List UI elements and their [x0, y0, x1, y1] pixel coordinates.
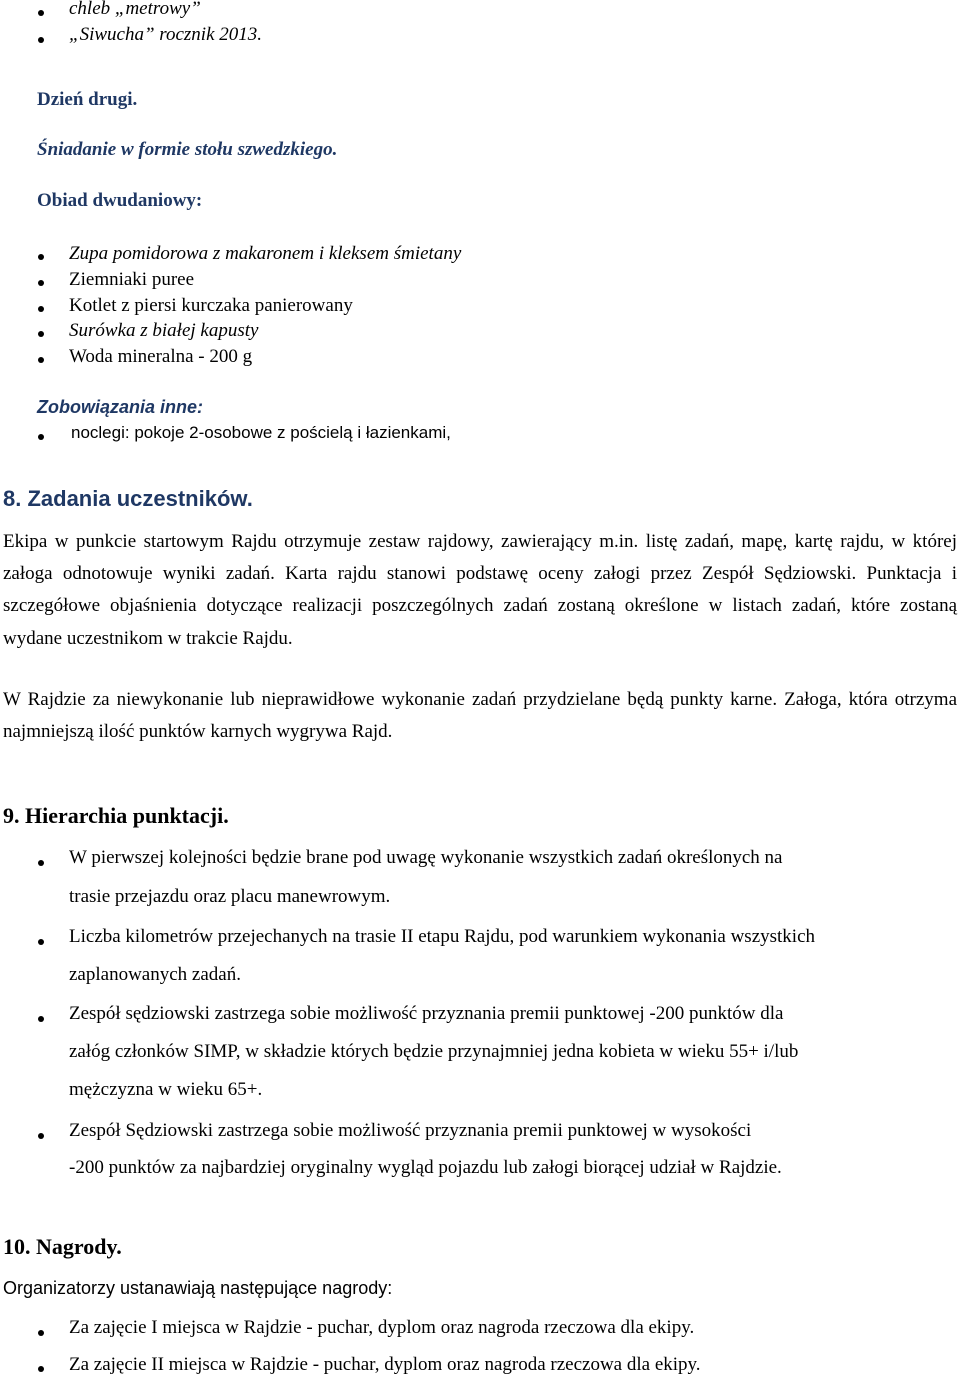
- list-item: Ziemniaki puree: [69, 269, 195, 290]
- list-item: trasie przejazdu oraz placu manewrowym.: [69, 886, 391, 907]
- bullet-icon: [38, 254, 44, 260]
- list-item: W pierwszej kolejności będzie brane pod uwagę wykonanie wszystkich zadań określonych na: [69, 847, 783, 868]
- list-item: zaplanowanych zadań.: [69, 964, 241, 985]
- section-8-paragraph-1: Ekipa w punkcie startowym Rajdu otrzymuje zestaw rajdowy, zawierający m.in. listę zadań, mapę, kartę rajdu, w której załoga odnotowuje wyniki zadań. Karta rajdu stanowi podstawę oceny załogi przez Zespół Sędziowski. Punktacja i szczegółowe objaśnienia dotyczące realizacji poszczególnych zadań zostaną określone w listach zadań, które zostaną wydane uczestnikom w trakcie Rajdu.: [3, 531, 957, 649]
- list-item: załóg członków SIMP, w składzie których będzie przynajmniej jedna kobieta w wieku 55+ i/lub: [69, 1041, 799, 1062]
- list-item: Surówka z białej kapusty: [69, 320, 259, 341]
- list-item: Zespół sędziowski zastrzega sobie możliwość przyznania premii punktowej -200 punktów dla: [69, 1003, 784, 1024]
- bullet-icon: [38, 1016, 44, 1022]
- list-item: „Siwucha” rocznik 2013.: [69, 24, 262, 45]
- bullet-icon: [38, 1133, 44, 1139]
- list-item: Zupa pomidorowa z makaronem i kleksem śmietany: [69, 243, 462, 264]
- list-item: chleb „metrowy”: [69, 0, 201, 19]
- list-item: Za zajęcie I miejsca w Rajdzie - puchar, dyplom oraz nagroda rzeczowa dla ekipy.: [69, 1317, 695, 1338]
- list-item: Kotlet z piersi kurczaka panierowany: [69, 295, 353, 316]
- section-8-heading: 8. Zadania uczestników.: [3, 486, 253, 511]
- bullet-icon: [38, 434, 44, 440]
- bullet-icon: [38, 10, 44, 16]
- list-item: mężczyzna w wieku 65+.: [69, 1079, 263, 1100]
- bullet-icon: [38, 860, 44, 866]
- bullet-icon: [38, 939, 44, 945]
- obligations-heading: Zobowiązania inne:: [37, 397, 204, 417]
- list-item: Liczba kilometrów przejechanych na trasie II etapu Rajdu, pod warunkiem wykonania wszystkich: [69, 926, 816, 947]
- list-item: -200 punktów za najbardziej oryginalny wygląd pojazdu lub załogi biorącej udział w Rajdzie.: [69, 1157, 782, 1178]
- bullet-icon: [38, 331, 44, 337]
- section-9-heading: 9. Hierarchia punktacji.: [3, 803, 229, 828]
- section-8-paragraph-2: W Rajdzie za niewykonanie lub nieprawidłowe wykonanie zadań przydzielane będą punkty karne. Załoga, która otrzyma najmniejszą ilość punktów karnych wygrywa Rajd.: [3, 689, 957, 743]
- bullet-icon: [38, 1330, 44, 1336]
- bullet-icon: [38, 37, 44, 43]
- obligation-item: noclegi: pokoje 2-osobowe z pościelą i łazienkami,: [71, 423, 451, 442]
- list-item: Za zajęcie II miejsca w Rajdzie - puchar, dyplom oraz nagroda rzeczowa dla ekipy.: [69, 1354, 701, 1375]
- dinner-heading: Obiad dwudaniowy:: [37, 190, 203, 211]
- bullet-icon: [38, 306, 44, 312]
- day-two-heading: Dzień drugi.: [37, 89, 138, 110]
- list-item: Woda mineralna - 200 g: [69, 346, 253, 367]
- bullet-icon: [38, 1366, 44, 1372]
- section-10-heading: 10. Nagrody.: [3, 1234, 122, 1259]
- prizes-intro: Organizatorzy ustanawiają następujące nagrody:: [3, 1278, 393, 1298]
- bullet-icon: [38, 280, 44, 286]
- breakfast-line: Śniadanie w formie stołu szwedzkiego.: [37, 139, 338, 160]
- bullet-icon: [38, 357, 44, 363]
- list-item: Zespół Sędziowski zastrzega sobie możliwość przyznania premii punktowej w wysokości: [69, 1120, 752, 1141]
